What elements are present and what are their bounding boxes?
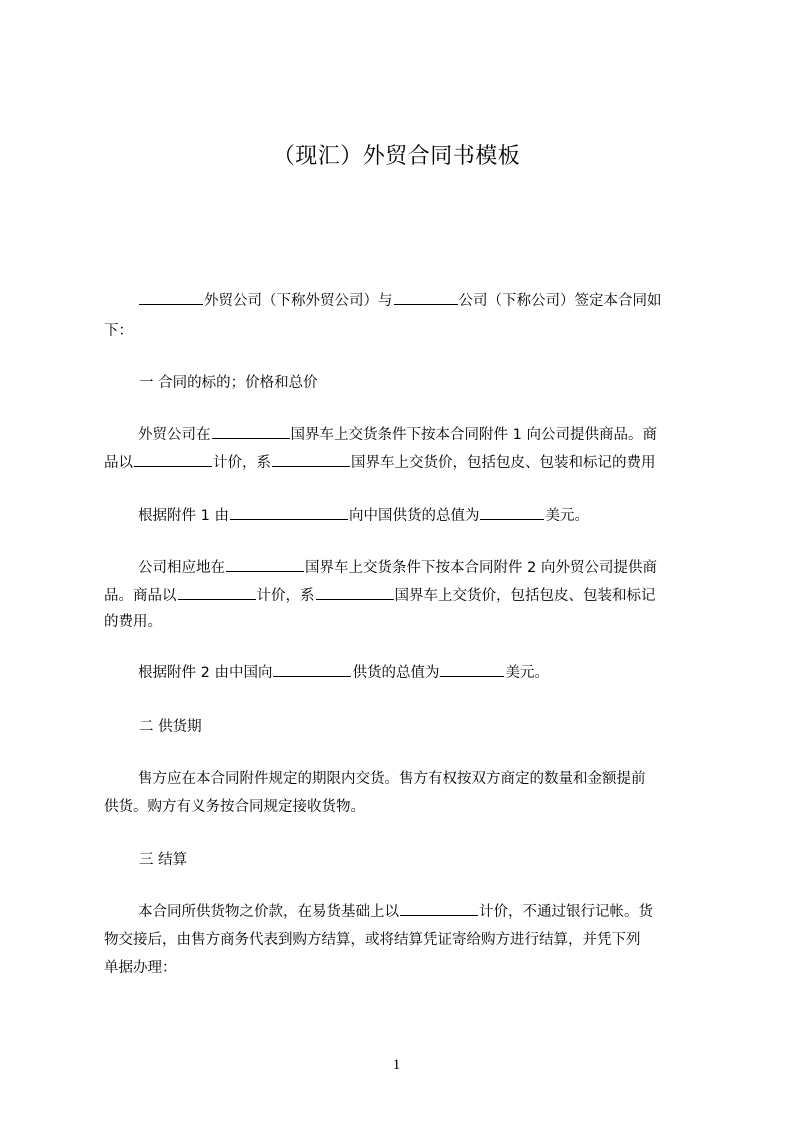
text: 国界车上交货条件下按本合同附件 2 向外贸公司提供商 — [305, 560, 657, 576]
text: 计价，系 — [213, 455, 271, 471]
blank-field[interactable] — [230, 505, 348, 520]
text: 品以 — [104, 455, 133, 471]
text: 美元。 — [545, 508, 589, 524]
text: 供货的总值为 — [352, 665, 440, 681]
paragraph-line — [138, 901, 653, 923]
intro-line-1 — [138, 290, 662, 312]
section-heading: 三 结算 — [139, 852, 188, 868]
blank-field[interactable] — [134, 452, 212, 467]
text: 美元。 — [505, 665, 549, 681]
document-title: （现汇）外贸合同书模板 — [272, 144, 521, 169]
blank-field[interactable] — [480, 505, 544, 520]
blank-field[interactable] — [272, 452, 350, 467]
paragraph-line: 单据办理： — [104, 960, 177, 976]
intro-text-a: 外贸公司（下称外贸公司）与 — [204, 293, 393, 309]
paragraph-line: 物交接后，由售方商务代表到购方结算，或将结算凭证寄给购方进行结算，并凭下列 — [104, 932, 641, 948]
paragraph-line: 售方应在本合同附件规定的期限内交货。售方有权按双方商定的数量和金额提前 — [138, 771, 646, 787]
section-heading: 一 合同的标的；价格和总价 — [139, 375, 318, 391]
text: 国界车上交货条件下按本合同附件 1 向公司提供商品。商 — [290, 427, 657, 443]
section-heading: 二 供货期 — [139, 719, 202, 735]
paragraph-line — [138, 662, 549, 684]
page-number: 1 — [392, 1057, 401, 1073]
blank-field[interactable] — [273, 662, 351, 677]
blank-field[interactable] — [139, 290, 203, 305]
text: 计价，不通过银行记帐。货 — [479, 904, 653, 920]
blank-field[interactable] — [212, 424, 290, 439]
blank-field[interactable] — [226, 557, 304, 572]
paragraph-line — [138, 424, 657, 446]
intro-text-b: 公司（下称公司）签定本合同如 — [458, 293, 662, 309]
paragraph-line — [104, 585, 656, 607]
blank-field[interactable] — [316, 585, 394, 600]
paragraph-line — [138, 557, 657, 579]
paragraph-line: 的费用。 — [104, 614, 162, 630]
text: 品。商品以 — [104, 588, 177, 604]
text: 本合同所供货物之价款，在易货基础上以 — [138, 904, 399, 920]
text: 根据附件 1 由 — [138, 508, 229, 524]
paragraph-line — [138, 505, 589, 527]
text: 公司相应地在 — [138, 560, 225, 576]
intro-line-2: 下： — [104, 323, 133, 339]
blank-field[interactable] — [178, 585, 256, 600]
text: 外贸公司在 — [138, 427, 211, 443]
blank-field[interactable] — [400, 901, 478, 916]
blank-field[interactable] — [440, 662, 504, 677]
text: 向中国供货的总值为 — [348, 508, 480, 524]
text: 国界车上交货价，包括包皮、包装和标记的费用 — [351, 455, 656, 471]
blank-field[interactable] — [394, 290, 458, 305]
paragraph-line: 供货。购方有义务按合同规定接收货物。 — [104, 799, 365, 815]
text: 计价，系 — [256, 588, 315, 604]
paragraph-line — [104, 452, 656, 474]
text: 根据附件 2 由中国向 — [138, 665, 273, 681]
text: 国界车上交货价，包括包皮、包装和标记 — [394, 588, 656, 604]
